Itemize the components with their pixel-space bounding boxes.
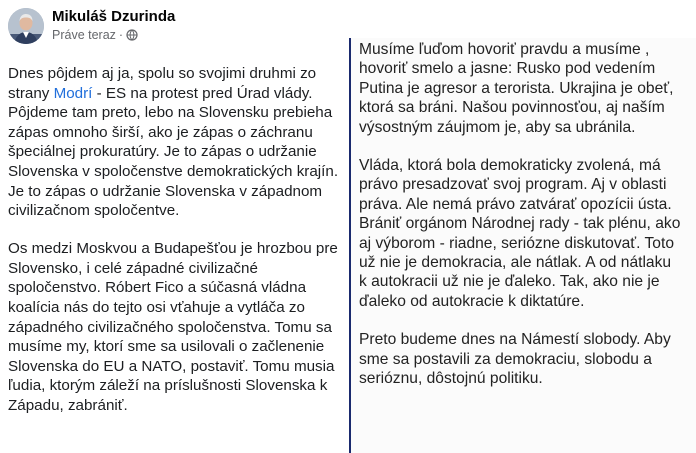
- note-paragraph-1: [359, 40, 696, 137]
- attached-note-image[interactable]: [349, 38, 696, 453]
- meta-separator: ·: [118, 28, 124, 42]
- note-paragraph-2: [359, 156, 696, 311]
- post-body: [8, 64, 340, 434]
- note-line: právo presadzovať svoj program. Aj v oblasti: [359, 176, 667, 194]
- note-line: výsostným záujmom je, aby sa ubránila.: [359, 118, 636, 136]
- post-header: [8, 6, 338, 50]
- paragraph-text: - ES na protest pred Úrad vlády. Pôjdeme tam preto, lebo na Slovensku prebieha zápas omnoho širší, ako je zápas o záchranu špeciálnej prokuratúry. Je to zápas o udržanie Slovenska v spoločenstve demokratických krajín. Je to zápas o udržanie Slovenska v západnom civilizačnom spoločentve.: [8, 84, 339, 220]
- post-timestamp[interactable]: Práve teraz: [52, 28, 116, 42]
- note-line: Preto budeme dnes na Námestí slobody. Aby: [359, 331, 671, 349]
- note-text: [359, 40, 696, 408]
- note-line: už nie je demokracia, ale nátlak. A od nátlaku: [359, 254, 672, 272]
- post-paragraph-2: Os medzi Moskvou a Budapešťou je hrozbou pre Slovensko, i celé západné civilizačné spoločenstvo. Róbert Fico a súčasná vládna koalícia nás do tejto osi vťahuje a vytláča zo západného civilizačného spoločenstva. Tomu sa musíme my, ktorí sme sa usilovali o začlenenie Slovenska do EU a NATO, postaviť. Tomu musia ľudia, ktorým záleží na príslušnosti Slovenska k Západu, zabrániť.: [8, 240, 338, 414]
- party-link[interactable]: Modrí: [53, 84, 93, 102]
- note-line: Putina je agresor a terorista. Ukrajina je obeť,: [359, 79, 674, 97]
- note-line: Brániť orgánom Národnej rady - tak plénu, ako: [359, 215, 681, 233]
- post-paragraph-1: [8, 64, 340, 221]
- post-author-name[interactable]: Mikuláš Dzurinda: [52, 8, 176, 25]
- post-meta: [52, 28, 138, 42]
- note-line: práva. Ale nemá právo zatvárať opozícii ústa.: [359, 195, 672, 213]
- note-paragraph-3: [359, 330, 696, 388]
- globe-icon: [126, 29, 138, 41]
- note-line: Vláda, ktorá bola demokraticky zvolená, má: [359, 157, 661, 175]
- note-line: sme sa postavili za demokraciu, slobodu a: [359, 350, 652, 368]
- note-line: serióznu, dôstojnú politiku.: [359, 370, 543, 388]
- author-avatar[interactable]: [8, 8, 44, 44]
- note-line: k autokracii už nie je ďaleko. Tak, ako nie je: [359, 273, 660, 291]
- facebook-post: [0, 0, 345, 453]
- note-line: Musíme ľuďom hovoriť pravdu a musíme ,: [359, 41, 650, 58]
- note-line: ktorá sa bráni. Našou povinnosťou, aj naším: [359, 99, 665, 117]
- note-line: aj výborom - riadne, seriózne diskutovať. Toto: [359, 234, 674, 252]
- note-line: hovoriť smelo a jasne: Rusko pod vedením: [359, 60, 656, 78]
- note-line: ďaleko od autokracie k diktatúre.: [359, 292, 585, 310]
- avatar-portrait-icon: [8, 8, 44, 44]
- paragraph-text: Dnes pôjdem aj ja, spolu so svojimi druhmi zo strany: [8, 65, 317, 102]
